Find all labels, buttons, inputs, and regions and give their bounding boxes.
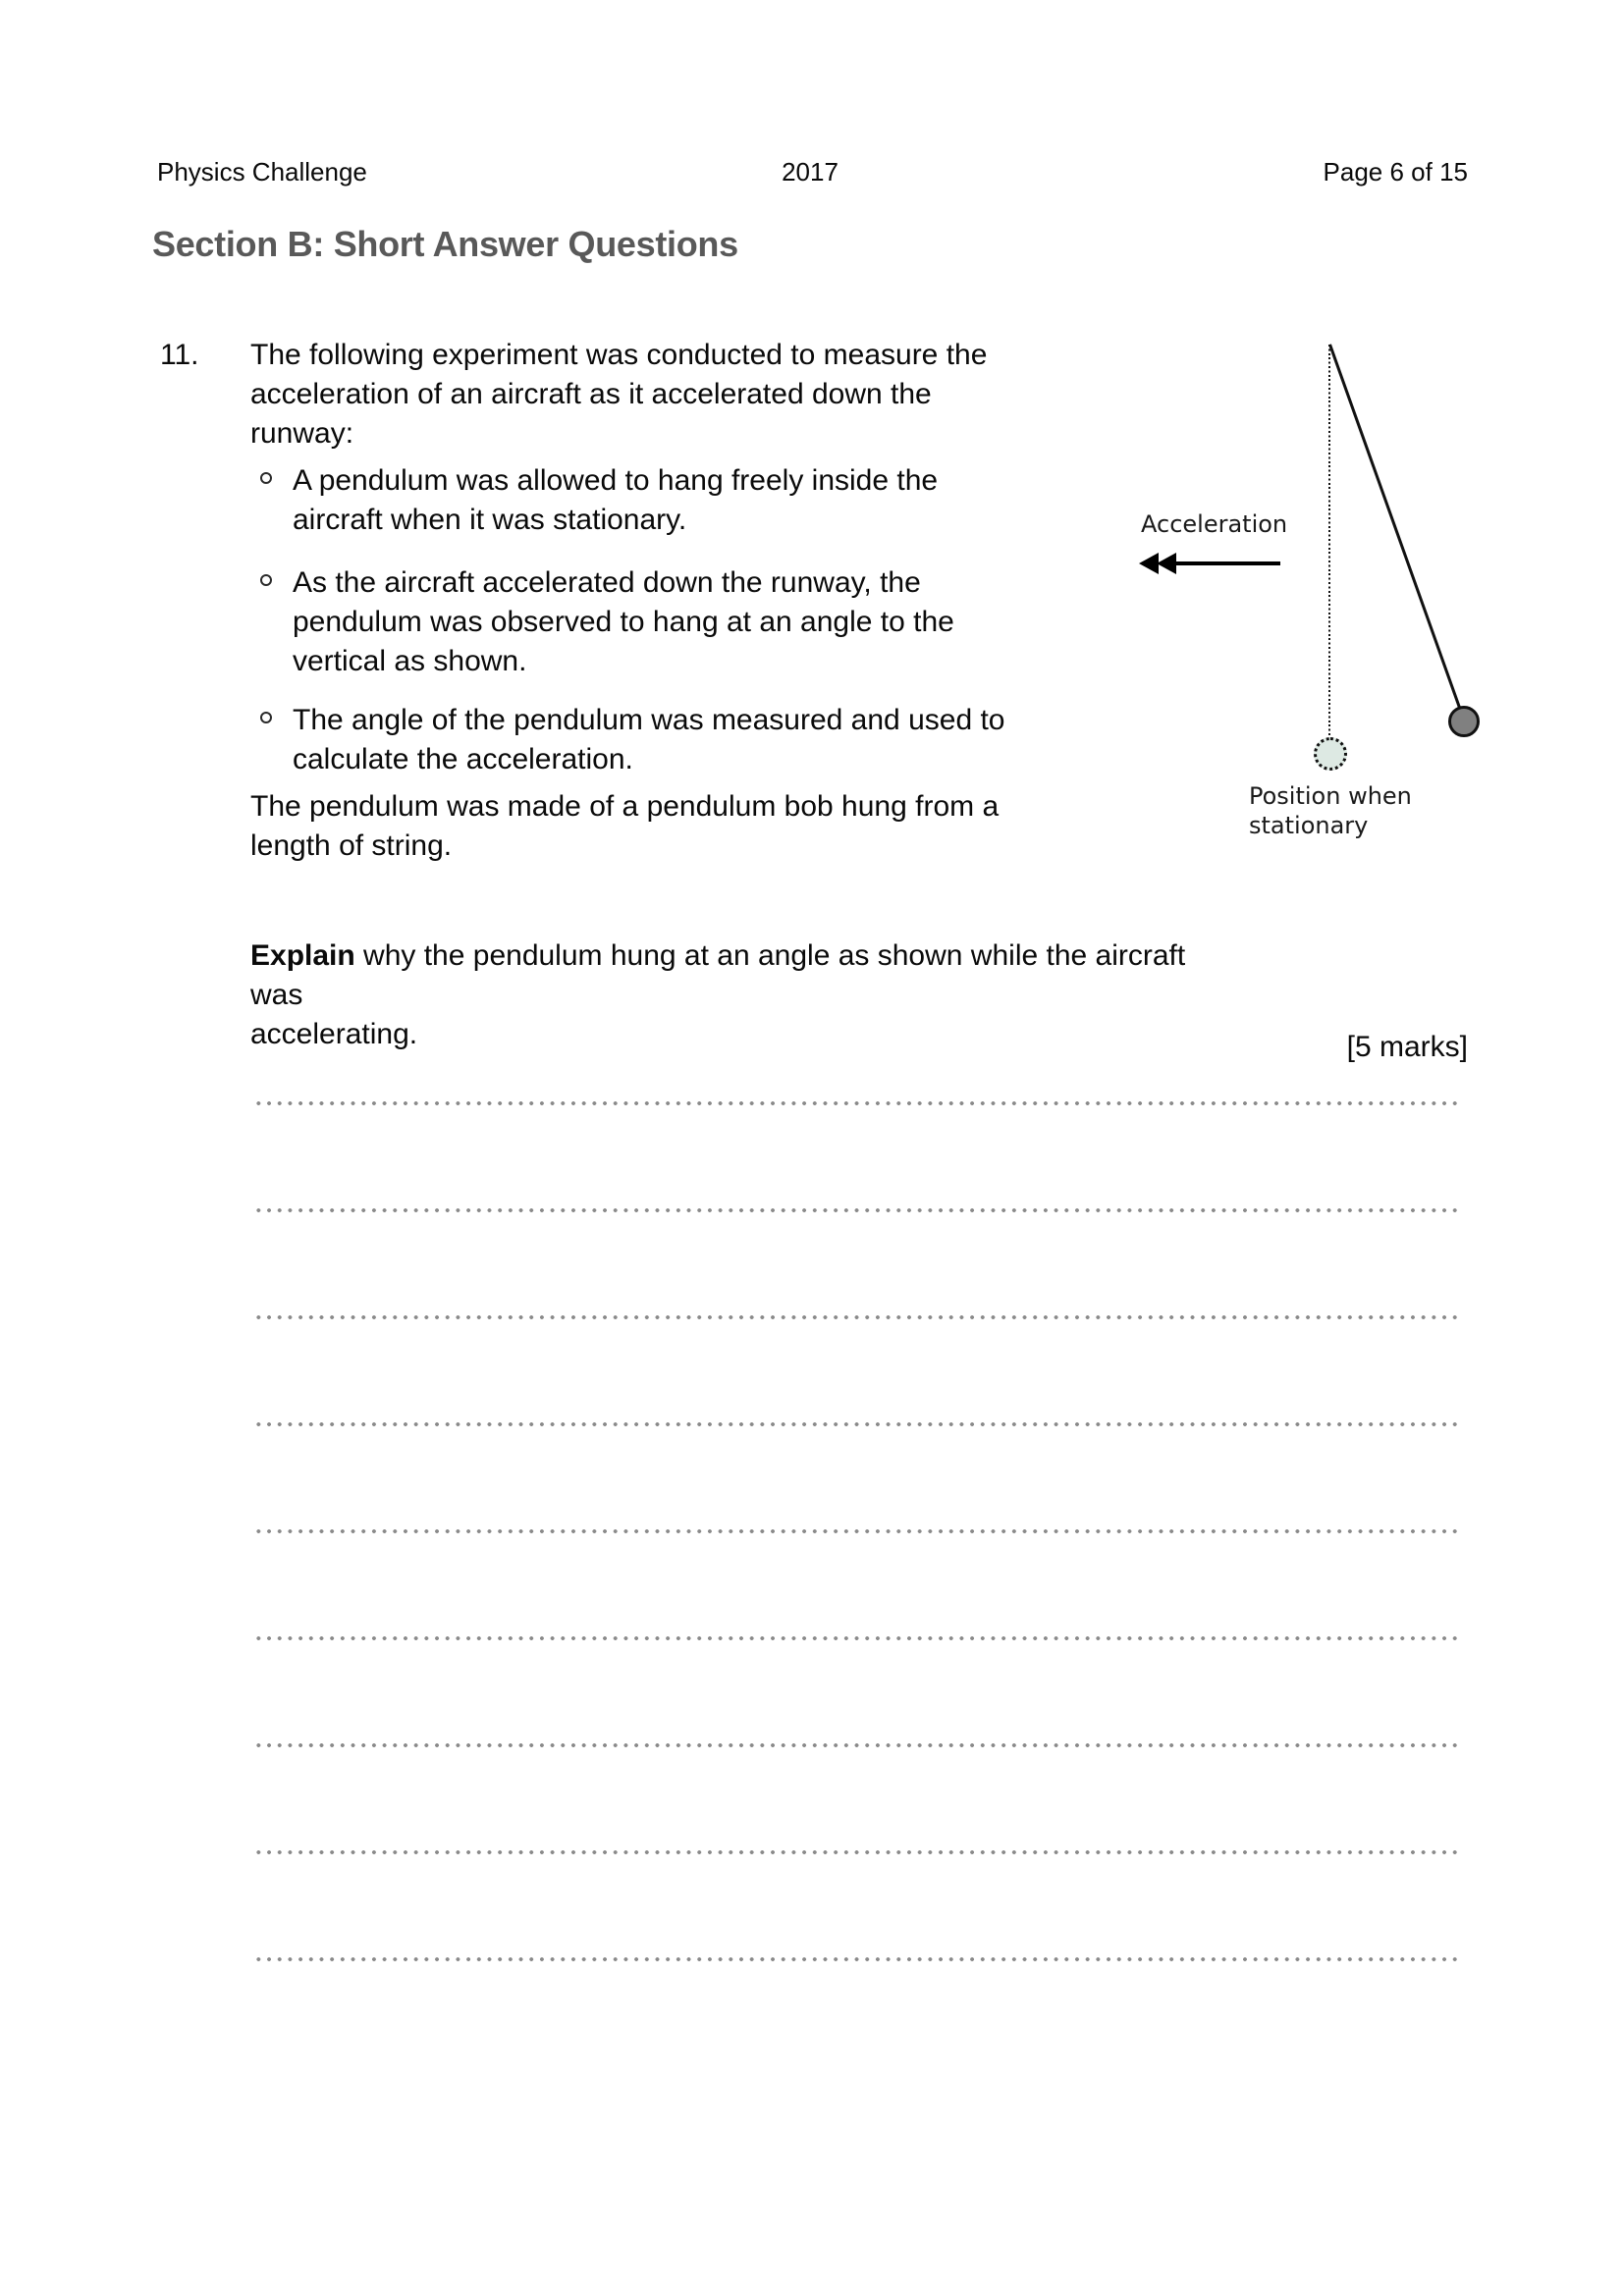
pendulum-string-line bbox=[1328, 345, 1466, 722]
answer-dotted-line bbox=[253, 1101, 1463, 1105]
answer-dotted-line bbox=[253, 1422, 1463, 1426]
pendulum-bob bbox=[1448, 706, 1480, 737]
text-line: Position when bbox=[1249, 782, 1412, 810]
answer-dotted-line bbox=[253, 1529, 1463, 1533]
text-line: aircraft when it was stationary. bbox=[293, 504, 687, 536]
text-line: A pendulum was allowed to hang freely inside the bbox=[293, 464, 939, 497]
explain-prompt bbox=[250, 936, 1193, 1054]
answer-dotted-line bbox=[253, 1957, 1463, 1961]
answer-dotted-line bbox=[253, 1208, 1463, 1212]
acceleration-label: Acceleration bbox=[1141, 510, 1288, 538]
bullet-item bbox=[260, 461, 1127, 540]
stationary-position-label bbox=[1249, 781, 1412, 840]
text-line: length of string. bbox=[250, 829, 453, 862]
question-number: 11. bbox=[160, 339, 199, 371]
marks-label: [5 marks] bbox=[1346, 1031, 1468, 1063]
text-line: The pendulum was made of a pendulum bob hung from a bbox=[250, 790, 1000, 823]
bullet-icon bbox=[260, 472, 272, 484]
arrow-shaft bbox=[1170, 561, 1280, 565]
bullet-text bbox=[293, 461, 1127, 540]
explain-line: accelerating. bbox=[250, 1018, 418, 1050]
text-line: As the aircraft accelerated down the runway, the bbox=[293, 566, 921, 599]
text-line: pendulum was observed to hang at an angle to the bbox=[293, 606, 954, 638]
bullet-text bbox=[293, 563, 1127, 681]
question-intro bbox=[250, 336, 1114, 454]
text-line: The following experiment was conducted to measure the bbox=[250, 339, 988, 371]
question-closing bbox=[250, 787, 1114, 866]
answer-lines bbox=[253, 1101, 1463, 2064]
answer-dotted-line bbox=[253, 1743, 1463, 1747]
text-line: vertical as shown. bbox=[293, 645, 527, 677]
explain-line bbox=[250, 936, 1193, 1015]
bullet-item bbox=[260, 563, 1127, 681]
text-line: runway: bbox=[250, 417, 354, 450]
pendulum-diagram bbox=[1080, 334, 1551, 864]
bullet-icon bbox=[260, 574, 272, 586]
header-doc-title: Physics Challenge bbox=[157, 157, 367, 187]
bullet-item bbox=[260, 701, 1127, 779]
arrow-left-icon bbox=[1139, 553, 1159, 574]
header-page-number: Page 6 of 15 bbox=[1323, 157, 1468, 187]
explain-bold-word: Explain bbox=[250, 939, 355, 972]
text-line: calculate the acceleration. bbox=[293, 743, 633, 775]
bullet-text bbox=[293, 701, 1127, 779]
answer-dotted-line bbox=[253, 1850, 1463, 1854]
stationary-position-marker bbox=[1314, 737, 1347, 771]
header-year: 2017 bbox=[782, 157, 839, 187]
section-heading: Section B: Short Answer Questions bbox=[152, 224, 738, 264]
answer-dotted-line bbox=[253, 1636, 1463, 1640]
answer-dotted-line bbox=[253, 1315, 1463, 1319]
bullet-icon bbox=[260, 712, 272, 723]
text-line: stationary bbox=[1249, 812, 1369, 839]
vertical-dotted-line bbox=[1328, 345, 1330, 737]
text-line: The angle of the pendulum was measured and used to bbox=[293, 704, 1005, 736]
explain-rest: why the pendulum hung at an angle as shown while the aircraft was bbox=[250, 939, 1186, 1011]
text-line: acceleration of an aircraft as it accelerated down the bbox=[250, 378, 932, 410]
